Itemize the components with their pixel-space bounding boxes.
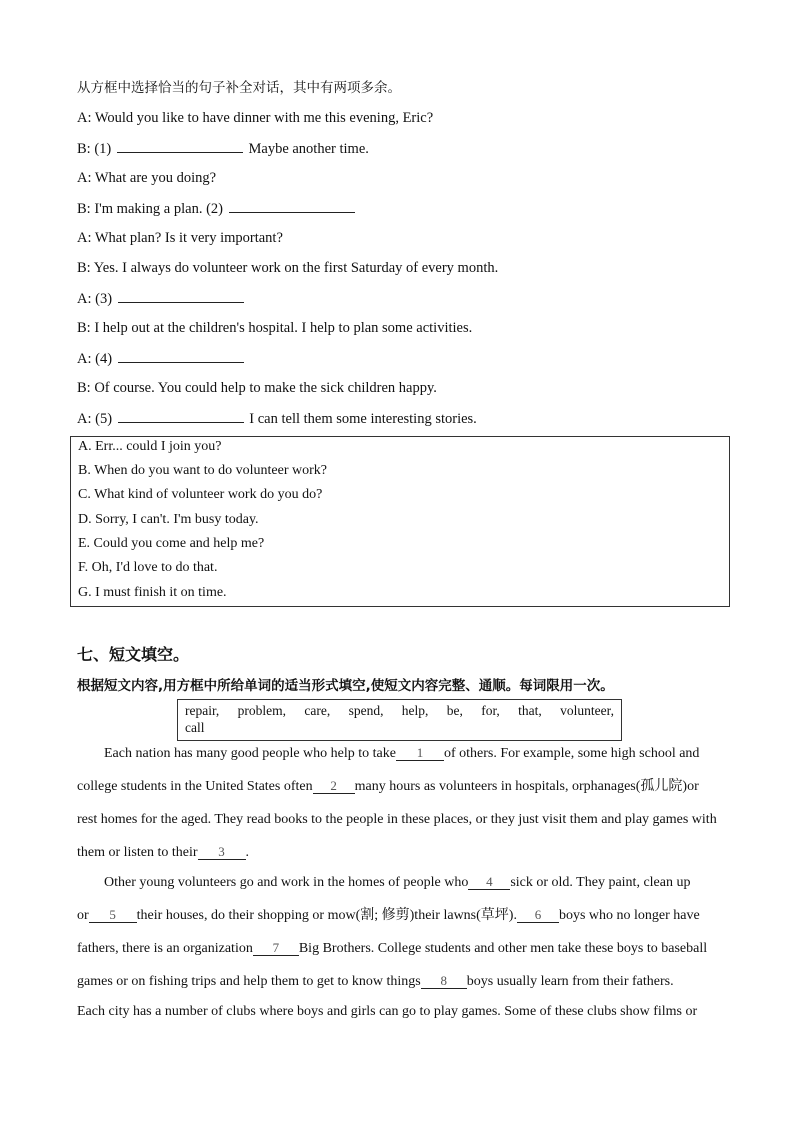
dialogue-line-4: B: I'm making a plan. (2) xyxy=(77,199,357,218)
dialogue-line-5: A: What plan? Is it very important? xyxy=(77,230,283,246)
dialogue-line-6: B: Yes. I always do volunteer work on the first Saturday of every month. xyxy=(77,260,499,276)
word-item: care, xyxy=(304,703,331,718)
cloze-gap-3[interactable]: 3 xyxy=(198,844,246,860)
word-item: for, xyxy=(481,703,500,718)
word-item: volunteer, xyxy=(560,703,614,718)
dialogue-line-3: A: What are you doing? xyxy=(77,170,217,186)
option-g: G. I must finish it on time. xyxy=(78,585,227,600)
cloze-gap-6[interactable]: 6 xyxy=(517,907,559,923)
option-e: E. Could you come and help me? xyxy=(78,536,265,551)
word-item: repair, xyxy=(185,703,220,718)
dialogue-line-8: B: I help out at the children's hospital. I help to plan some activities. xyxy=(77,320,473,336)
paragraph-2-line-3: fathers, there is an organization 7 Big Brothers. College students and other men take these boys to baseball xyxy=(77,940,708,956)
word-item: that, xyxy=(518,703,542,718)
option-b: B. When do you want to do volunteer work? xyxy=(78,463,327,478)
answer-blank-1[interactable] xyxy=(117,139,243,153)
options-box xyxy=(70,436,730,607)
word-item: call xyxy=(185,720,205,735)
cloze-gap-4[interactable]: 4 xyxy=(468,874,510,890)
cloze-gap-8[interactable]: 8 xyxy=(421,973,467,989)
word-item: help, xyxy=(401,703,429,718)
paragraph-2-line-4: games or on fishing trips and help them to get to know things 8 boys usually learn from their fathers. xyxy=(77,973,674,989)
word-item: problem, xyxy=(237,703,287,718)
cloze-gap-1[interactable]: 1 xyxy=(396,745,444,761)
dialogue-line-1: A: Would you like to have dinner with me this evening, Eric? xyxy=(77,110,434,126)
paragraph-2-line-1: Other young volunteers go and work in the homes of people who 4 sick or old. They paint, clean up xyxy=(104,874,691,890)
dialogue-line-2: B: (1) Maybe another time. xyxy=(77,141,369,157)
paragraph-1-line-1: Each nation has many good people who help to take 1 of others. For example, some high school and xyxy=(104,745,700,761)
answer-blank-2[interactable] xyxy=(229,199,355,213)
answer-blank-5[interactable] xyxy=(118,409,244,423)
paragraph-1-line-4: them or listen to their 3 . xyxy=(77,844,250,860)
dialogue-line-7: A: (3) xyxy=(77,289,246,308)
dialogue-line-10: B: Of course. You could help to make the sick children happy. xyxy=(77,380,437,396)
word-item: spend, xyxy=(348,703,384,718)
paragraph-2-line-5: Each city has a number of clubs where boys and girls can go to play games. Some of these clubs show films or xyxy=(77,1004,698,1019)
option-d: D. Sorry, I can't. I'm busy today. xyxy=(78,512,259,527)
section-title: 七、短文填空。 xyxy=(77,645,190,664)
cloze-gap-5[interactable]: 5 xyxy=(89,907,137,923)
dialogue-instruction: 从方框中选择恰当的句子补全对话，其中有两项多余。 xyxy=(77,80,401,96)
option-a: A. Err... could I join you? xyxy=(78,439,222,454)
paragraph-2-line-2: or 5 their houses, do their shopping or mow(割; 修剪)their lawns(草坪). 6 boys who no longer have xyxy=(77,907,700,923)
dialogue-line-9: A: (4) xyxy=(77,349,246,368)
cloze-instruction: 根据短文内容,用方框中所给单词的适当形式填空,使短文内容完整、通顺。每词限用一次。 xyxy=(77,678,614,694)
cloze-gap-2[interactable]: 2 xyxy=(313,778,355,794)
answer-blank-4[interactable] xyxy=(118,349,244,363)
option-c: C. What kind of volunteer work do you do? xyxy=(78,487,323,502)
word-bank xyxy=(177,699,622,741)
option-f: F. Oh, I'd love to do that. xyxy=(78,560,218,575)
word-item: be, xyxy=(446,703,463,718)
word-bank-row xyxy=(185,702,614,719)
answer-blank-3[interactable] xyxy=(118,289,244,303)
cloze-gap-7[interactable]: 7 xyxy=(253,940,299,956)
paragraph-1-line-3: rest homes for the aged. They read books to the people in these places, or they just visit them and play games with xyxy=(77,812,717,827)
dialogue-line-11: A: (5) I can tell them some interesting stories. xyxy=(77,411,477,427)
paragraph-1-line-2: college students in the United States often 2 many hours as volunteers in hospitals, orphanages(孤儿院)or xyxy=(77,778,699,794)
